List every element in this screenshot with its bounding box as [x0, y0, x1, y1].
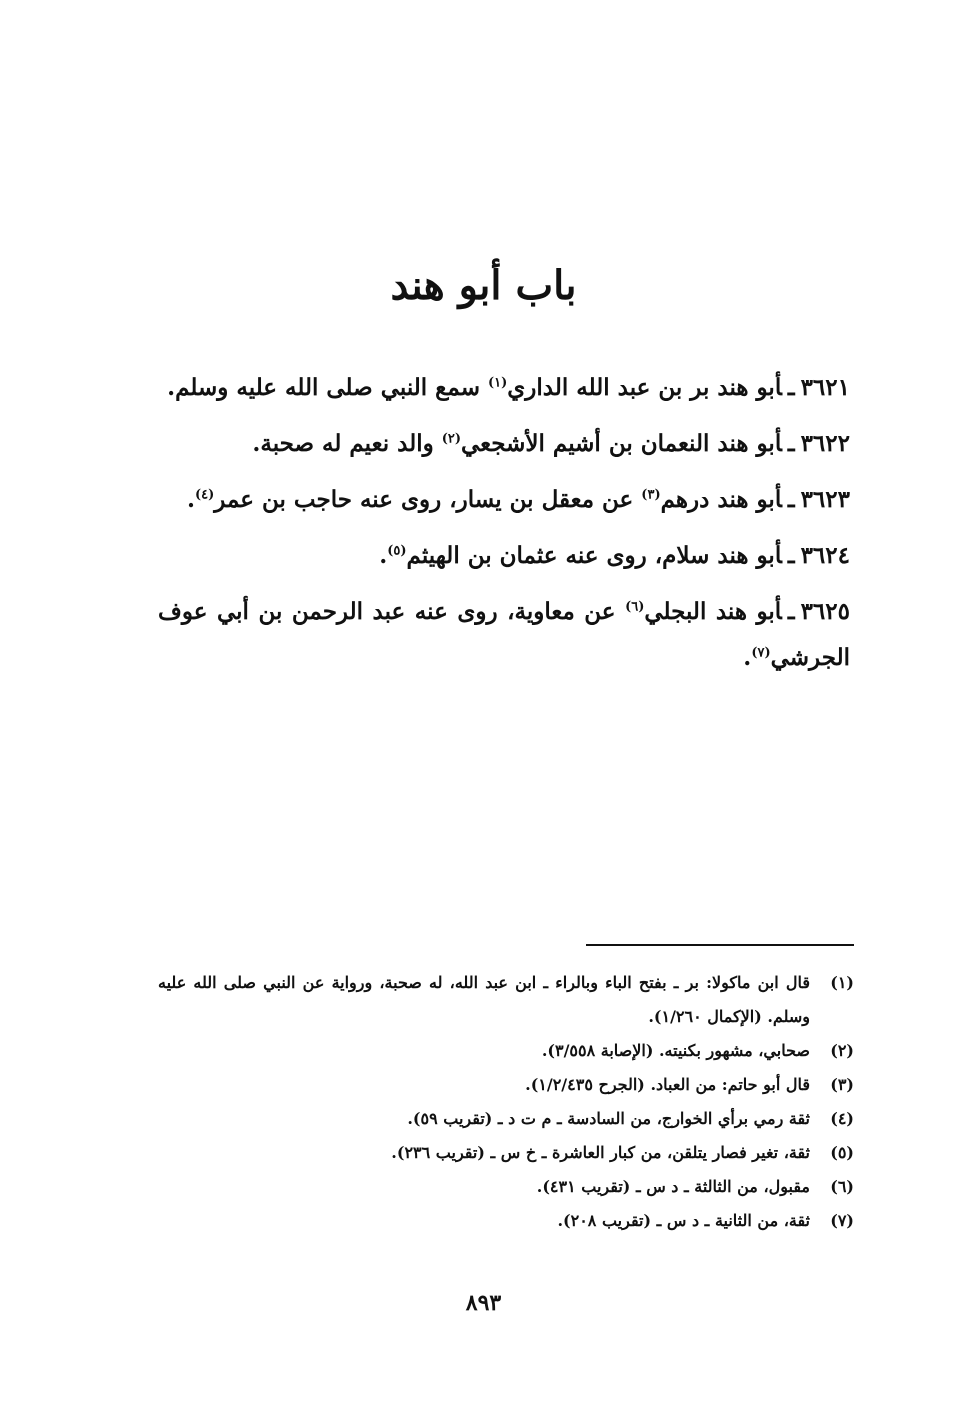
footnote-ref: (٢): [441, 431, 462, 447]
entry-dash: ـ: [787, 430, 795, 457]
footnote-marker: (٦): [830, 1177, 854, 1196]
footnote-text: قال أبو حاتم: من العباد. (الجرح ١/٢/٤٣٥).: [525, 1075, 810, 1094]
entry-dash: ـ: [787, 598, 795, 625]
footnote-text: مقبول، من الثالثة ـ د س ـ (تقريب ٤٣١).: [536, 1177, 810, 1196]
footnote-ref: (١): [488, 375, 508, 391]
entry-text-rest: .: [186, 486, 195, 513]
entry-3621: [158, 365, 850, 411]
footnote-4: [158, 1102, 854, 1136]
entry-dash: ـ: [787, 542, 795, 569]
footnote-text: صحابي، مشهور بكنيته. (الإصابة ٣/٥٥٨).: [541, 1041, 810, 1060]
footnote-list: [158, 966, 854, 1238]
footnote-text: قال ابن ماكولا: بر ـ بفتح الباء وبالراء ـ ابن عبد الله، له صحبة، ورواية عن النبي صلى الله عليه وسلم. (الإكمال ١/٢٦٠).: [158, 973, 810, 1026]
footnote-text: ثقة، من الثانية ـ د س ـ (تقريب ٢٠٨).: [557, 1211, 810, 1230]
footnote-text: ثقة، تغير فصار يتلقن، من كبار العاشرة ـ خ س ـ (تقريب ٢٣٦).: [391, 1143, 810, 1162]
footnote-text: ثقة رمي برأي الخوارج، من السادسة ـ م ت د ـ (تقريب ٥٩).: [407, 1109, 810, 1128]
entry-text-rest: .: [379, 542, 388, 569]
entry-number: ٣٦٢٤: [800, 542, 850, 569]
entry-text-middle: عن معقل بن يسار، روى عنه حاجب بن عمر: [214, 486, 642, 513]
footnote-marker: (١): [830, 973, 854, 992]
entry-text: أبو هند النعمان بن أشيم الأشجعي: [461, 430, 782, 457]
footnote-marker: (٣): [830, 1075, 854, 1094]
entry-3623: [158, 477, 850, 523]
footnote-3: [158, 1068, 854, 1102]
chapter-title: باب أبو هند: [390, 262, 577, 309]
footnote-1: [158, 966, 854, 1034]
footnote-marker: (٢): [830, 1041, 854, 1060]
footnote-ref: (٥): [387, 543, 407, 559]
footnote-ref: (٦): [625, 599, 645, 615]
entry-text: أبو هند درهم: [660, 486, 782, 513]
entry-dash: ـ: [787, 486, 795, 513]
entry-text-rest: .: [743, 644, 752, 671]
entry-list: [158, 365, 850, 691]
footnote-5: [158, 1136, 854, 1170]
footnote-marker: (٤): [830, 1109, 854, 1128]
entry-text: أبو هند البجلي: [644, 598, 782, 625]
footnote-2: [158, 1034, 854, 1068]
entry-number: ٣٦٢١: [800, 374, 850, 401]
footnote-marker: (٥): [830, 1143, 854, 1162]
entry-3624: [158, 533, 850, 579]
entry-dash: ـ: [787, 374, 795, 401]
page-number: ٨٩٣: [465, 1290, 502, 1316]
footnote-ref: (٧): [751, 645, 771, 661]
entry-number: ٣٦٢٥: [800, 598, 850, 625]
footnote-ref: (٤): [195, 487, 215, 503]
footnote-6: [158, 1170, 854, 1204]
footnote-ref: (٣): [641, 487, 661, 503]
entry-number: ٣٦٢٣: [800, 486, 850, 513]
entry-text-rest: سمع النبي صلى الله عليه وسلم.: [167, 374, 488, 401]
footnote-7: [158, 1204, 854, 1238]
entry-text: أبو هند سلام، روى عنه عثمان بن الهيثم: [406, 542, 782, 569]
entry-number: ٣٦٢٢: [800, 430, 850, 457]
entry-text-middle: عن معاوية، روى عنه عبد الرحمن بن أبي عوف الجرشي: [158, 598, 850, 671]
footnote-divider: [586, 944, 854, 946]
entry-text-rest: والد نعيم له صحبة.: [252, 430, 442, 457]
entry-text: أبو هند بر بن عبد الله الداري: [507, 374, 782, 401]
entry-3622: [158, 421, 850, 467]
entry-3625: [158, 589, 850, 681]
footnote-marker: (٧): [830, 1211, 854, 1230]
